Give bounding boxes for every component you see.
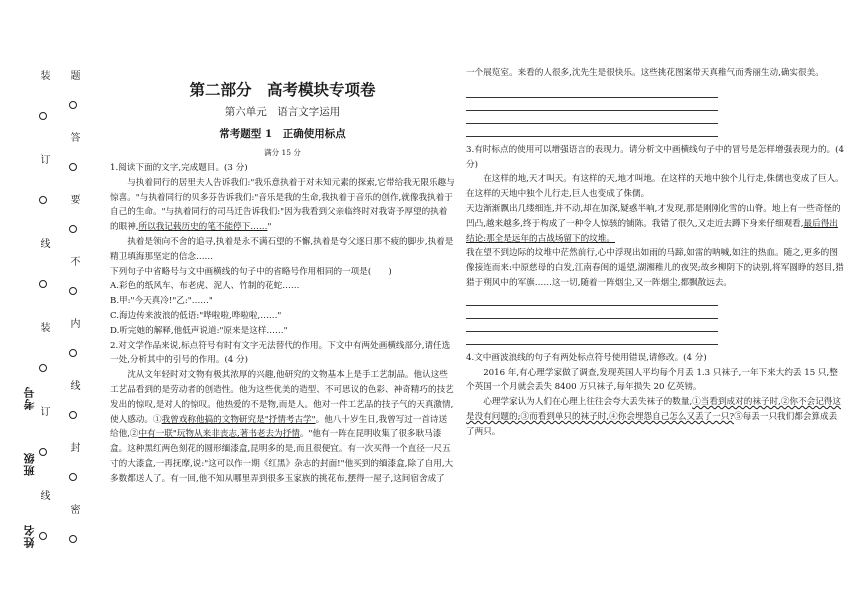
q1-question: 下列句子中省略号与文中画横线的句子中的省略号作用相同的一项是( ) [110, 266, 392, 277]
binding-circle-icon [69, 411, 77, 419]
q3-answer-area[interactable] [466, 293, 718, 345]
q2-answer-area[interactable] [466, 85, 718, 137]
binding-char: 要 [68, 194, 79, 204]
q1-option-d[interactable]: D.听完她的解释,他低声说道:"原来是这样……" [110, 325, 288, 336]
q1-option-a[interactable]: A.彩色的纸风车、布老虎、泥人、竹制的花蛇…… [110, 281, 300, 292]
q3-stem: 3.有时标点的使用可以增强语言的表现力。请分析文中画横线句子中的冒号是怎样增强表现力的。(4 分) [466, 144, 844, 170]
q1-passage-1: 与执着同行的居里夫人告诉我们:"我乐意执着于对未知元素的探索,它带给我无限乐趣与惊喜。"与执着同行的贝多芬告诉我们:"音乐是我的生命,我执着于音乐的创作,就像我执着于自己的生命。"与执着同行的司马迁告诉我们:"因为我看到父亲临终时对我寄予厚望的执着的眼神,所以我记载历史的笔不能停下……" [110, 177, 455, 233]
field-exam-number: 考号 [23, 386, 36, 410]
binding-char: 答 [68, 132, 79, 142]
left-column [110, 161, 455, 487]
binding-char: 密 [68, 504, 79, 514]
field-class: 班级 [23, 452, 36, 476]
q2-underline-1: 我曾戏称他搞的文物研究是"抒情考古学" [161, 414, 316, 425]
q1-option-c[interactable]: C.海边传来波浪的低语:"哗啦啦,哗啦啦,……" [110, 310, 282, 321]
binding-circle-icon [69, 349, 77, 357]
binding-circle-icon [69, 535, 77, 543]
binding-char: 装 [38, 322, 49, 332]
binding-char: 题 [68, 70, 79, 80]
binding-circle-icon [69, 163, 77, 171]
binding-circle-icon [69, 287, 77, 295]
binding-circle-icon [39, 448, 47, 456]
q3-underlined-sentence: 最后得出结论:那全是远年的古战场留下的坟堆。 [466, 218, 838, 244]
unit-title: 第六单元 语言文字运用 [224, 106, 341, 118]
q3-passage-2: 天边渐渐飘出几缕细连,并不动,却在加深,疑惑半响,才发现,那是刚刚化雪的山脊。地上有一些奇怪的凹凸,越来越多,终于构成了一种令人惊骇的铺陈。我错了很久,又走近去蹲下身来仔细观看,最后得出结论:那全是远年的古战场留下的坟堆。 [466, 203, 841, 244]
binding-char: 线 [38, 490, 49, 500]
q4-stem: 4.文中画波浪线的句子有两处标点符号使用错误,请修改。(4 分) [466, 352, 707, 363]
part-title: 第二部分 高考模块专项卷 [189, 80, 376, 99]
q4-passage-2: 心理学家认为人们在心理上往往会夸大丢失袜子的数量,①当看到成对的袜子时,②你不会记得这是没有问题的;③而看到单只的袜子时,④你会埋怨自己怎么又丢了一只?⑤每丢一只我们都会算成丢了两只。 [466, 397, 841, 437]
q3-passage-1: 在这样的地,天才叫天。有这样的天,地才叫地。在这样的天地中独个儿行走,侏儒也变成了巨人。在这样的天地中独个儿行走,巨人也变成了侏儒。 [466, 174, 844, 200]
q4-passage-1: 2016 年,有心理学家做了调查,发现英国人平均每个月丢 1.3 只袜子,一年下来大约丢 15 只,整个英国一个月就会丢失 8400 万只袜子,每年损失 20 亿英镑。 [466, 367, 838, 393]
binding-circle-icon [69, 473, 77, 481]
q1-passage-2: 执着是领向不舍的追寻,执着是永不满石望的不懈,执着是夸父逐日那不疲的脚步,执着是精卫填海那坚定的信念…… [110, 236, 454, 262]
binding-char: 线 [68, 380, 79, 390]
binding-char: 线 [38, 238, 49, 248]
right-column [466, 66, 844, 440]
binding-circle-icon [39, 196, 47, 204]
q2-passage: 沈从文年轻时对文物有极其浓厚的兴趣,他研究的文物基本上是手工艺制品。他认这些工艺品看到的是劳动者的创造性。他为这些优美的造型、不可思议的色彩、神奇精巧的技艺发出的惊叹,是对人的惊叹。他热爱的不是物,而是人。他对一件工艺品的技子气的天真激情,使人感动。①我曾戏称他搞的文物研究是"抒情考古学"。他八十岁生日,我曾写过一首诗送给他,②中有一联"玩物从来非丧志,著书老去为抒情。"他有一阵在昆明收集了很多耿马漆盒。这种黑红两色刻花的圆形缅漆盒,昆明多的是,而且很便宜。有一次买得一个直径一尺五寸的大漆盒,一再抚摩,说:"这可以作一期《红黑》杂志的封面!"他买到的缅漆盒,除了自用,大多数都送人了。有一回,他不知从哪里弄到很多玉家族的挑花布,摆得一屋子,这间宿舍成了 [110, 370, 454, 484]
topic-title: 常考题型 1 正确使用标点 [219, 128, 346, 140]
q1-stem: 1.阅读下面的文字,完成题目。(3 分) [110, 163, 248, 173]
binding-circle-icon [39, 364, 47, 372]
binding-char: 订 [38, 154, 49, 164]
binding-circle-icon [69, 101, 77, 109]
binding-margin [0, 0, 100, 608]
q1-underlined-sentence: 所以我记载历史的笔不能停下…… [138, 222, 268, 233]
binding-char: 不 [68, 256, 79, 266]
q2-stem: 2.对文学作品来说,标点符号有时有文字无法替代的作用。下文中有两处画横线部分,请任选一处,分析其中的引号的作用。(4 分) [110, 340, 451, 366]
binding-char: 内 [68, 318, 79, 328]
q1-option-b[interactable]: B.甲:"今天真冷!"乙:"……" [110, 296, 213, 307]
q2-passage-end: 一个展览室。来看的人很多,沈先生是很快乐。这些挑花图案带天真稚气而秀丽生动,确实很美。 [466, 68, 824, 78]
field-name: 姓名 [23, 524, 36, 548]
q3-passage-3: 我在望不到边际的坟堆中茫然前行,心中浮现出如雨的马蹄,如雷的呐喊,如注的热血。随之,更多的图像接连而来:中原慈母的白发,江南春闺的遥望,湖湘稚儿的夜哭;故乡柳阴下的诀别,将军圆睁的怒目,猎猎于朔风中的军旗……这一切,随着一阵烟尘,又一阵烟尘,都飘散远去。 [466, 248, 844, 288]
binding-char: 装 [38, 70, 49, 80]
binding-char: 订 [38, 406, 49, 416]
binding-circle-icon [39, 280, 47, 288]
binding-circle-icon [69, 225, 77, 233]
binding-circle-icon [39, 112, 47, 120]
binding-char: 封 [68, 442, 79, 452]
q2-underline-2: 中有一联"玩物从来非丧志,著书老去为抒情 [138, 429, 300, 440]
score-note: 满分 15 分 [264, 148, 301, 157]
q4-wavy-sentence: ①当看到成对的袜子时,②你不会记得这是没有问题的;③而看到单只的袜子时,④你会埋怨自己怎么又丢了一只? [466, 397, 841, 422]
binding-circle-icon [39, 532, 47, 540]
